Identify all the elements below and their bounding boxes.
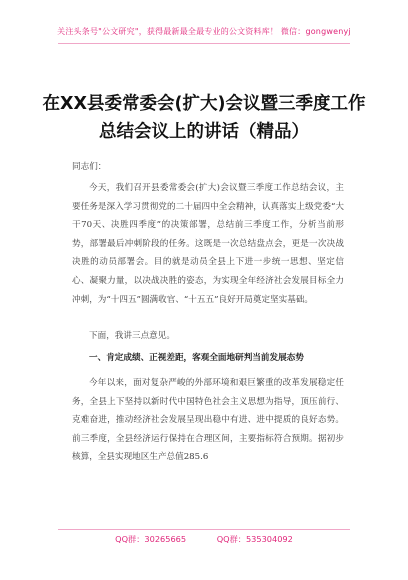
footer-divider <box>58 529 350 530</box>
footer-qq-group-2: QQ群：535304092 <box>216 534 293 544</box>
paragraph-transition: 下面，我讲三点意见。 <box>89 331 175 341</box>
paragraph-intro: 今天，我们召开县委常委会(扩大)会议暨三季度工作总结会议，主要任务是深入学习贯彻党的二十届四中全会精神，认真落实上级党委“大干70天、决胜四季度”的决策部署，总结前三季度工作，分析当前形势，部署最后冲刺阶段的任务。这既是一次总结盘点会，更是一次决战决胜的动员部署会。目的就是动员全县上下进一步统一思想、坚定信心、凝聚力量，以决战决胜的姿态，为实现全年经济社会发展目标全力冲刺，为“十四五”圆满收官、“十五五”良好开局奠定坚实基础。 <box>72 183 344 305</box>
section-heading: 一、肯定成绩、正视差距，客观全面地研判当前发展态势 <box>89 353 304 363</box>
paragraph-section-one: 今年以来，面对复杂严峻的外部环境和艰巨繁重的改革发展稳定任务，全县上下坚持以新时代中国特色社会主义思想为指导，顶压前行、克难奋进，推动经济社会发展呈现出稳中有进、进中提质的良好态势。前三季度，全县经济运行保持在合理区间，主要指标符合预期。据初步核算，全县实现地区生产总值285.6 <box>72 378 344 463</box>
footer <box>0 534 408 545</box>
footer-qq-group-1: QQ群：30265665 <box>115 534 187 544</box>
document-title: 在XX县委常委会(扩大)会议暨三季度工作总结会议上的讲话（精品） <box>42 94 366 142</box>
header-banner: 关注头条号"公文研究"，获得最新最全最专业的公文资料库！ 微信：gongwenyj <box>57 27 351 36</box>
salutation: 同志们： <box>72 162 107 172</box>
header-divider <box>58 43 350 44</box>
